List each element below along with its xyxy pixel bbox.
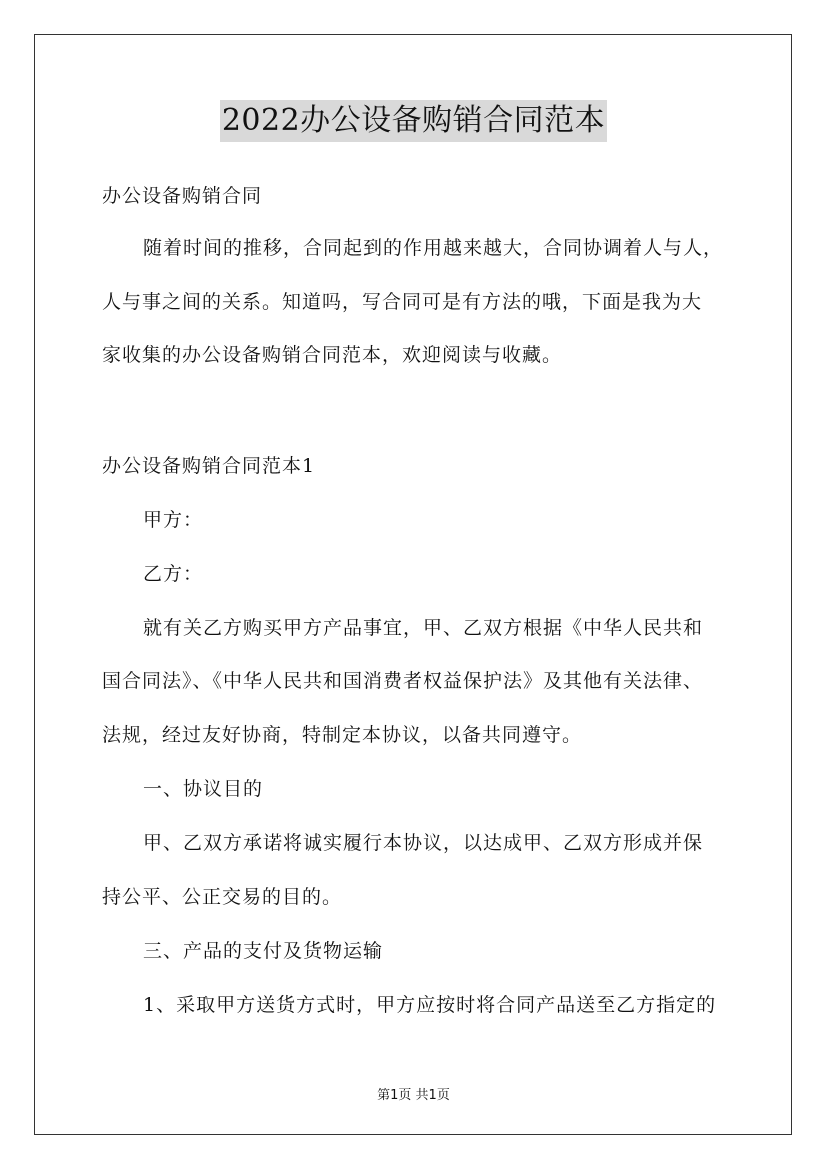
clause1-line-2: 持公平、公正交易的目的。	[102, 886, 343, 908]
para1-line-2: 国合同法》、《中华人民共和国消费者权益保护法》及其他有关法律、	[102, 670, 704, 692]
title-container	[0, 100, 827, 142]
intro-heading: 办公设备购销合同	[102, 185, 263, 207]
clause1-heading: 一、协议目的	[143, 778, 264, 800]
clause1-line-1: 甲、乙双方承诺将诚实履行本协议，以达成甲、乙双方形成并保	[143, 832, 704, 854]
document-title: 2022办公设备购销合同范本	[220, 100, 607, 142]
para1-line-3: 法规，经过友好协商，特制定本协议，以备共同遵守。	[102, 724, 583, 746]
intro-line-3: 家收集的办公设备购销合同范本，欢迎阅读与收藏。	[102, 344, 563, 366]
page-footer: 第1页 共1页	[377, 1088, 450, 1103]
party-b-label: 乙方：	[143, 563, 204, 585]
intro-line-1: 随着时间的推移，合同起到的作用越来越大，合同协调着人与人，	[143, 237, 724, 259]
para1-line-1: 就有关乙方购买甲方产品事宜，甲、乙双方根据《中华人民共和	[143, 617, 704, 639]
section-heading: 办公设备购销合同范本1	[102, 455, 316, 477]
party-a-label: 甲方：	[143, 509, 204, 531]
clause3-item1: 1、采取甲方送货方式时，甲方应按时将合同产品送至乙方指定的	[143, 994, 717, 1016]
intro-line-2: 人与事之间的关系。知道吗，写合同可是有方法的哦，下面是我为大	[102, 291, 703, 313]
clause3-heading: 三、产品的支付及货物运输	[143, 940, 384, 962]
